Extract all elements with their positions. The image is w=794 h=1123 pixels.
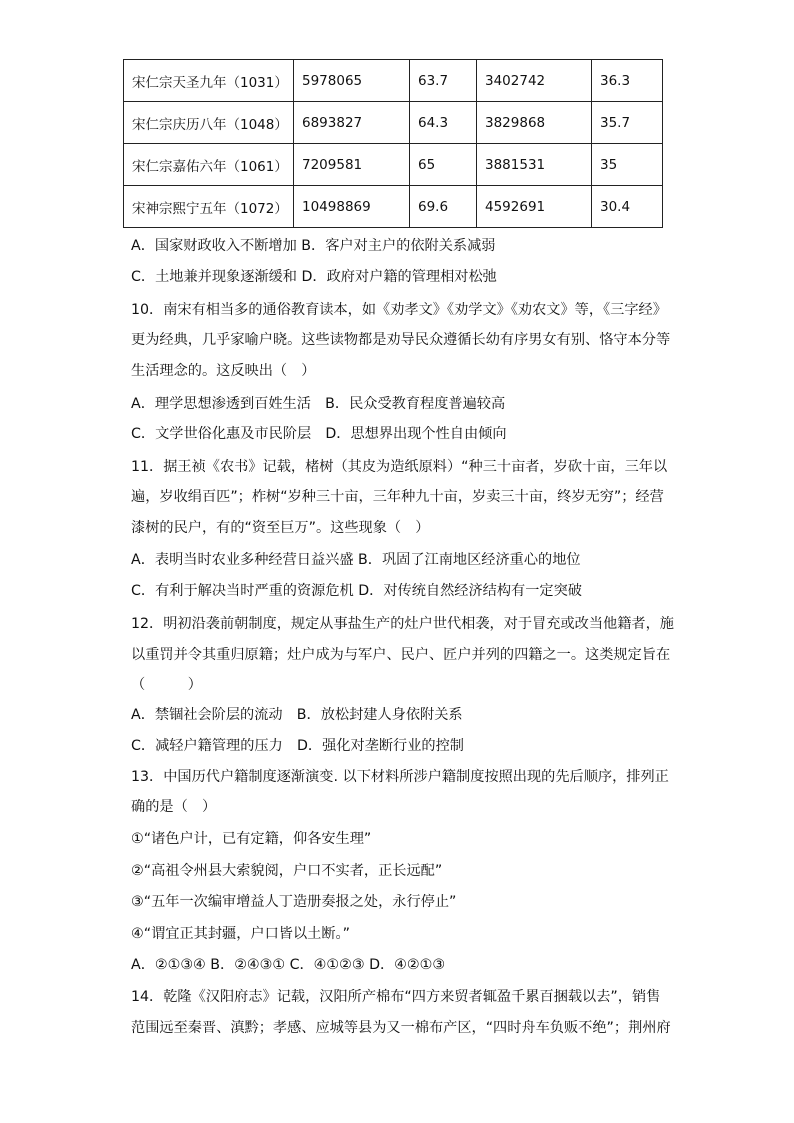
table-cell: 宋仁宗嘉佑六年（1061） bbox=[124, 144, 294, 186]
answer-options: C．有利于解决当时严重的资源危机 D．对传统自然经济结构有一定突破 bbox=[131, 583, 582, 599]
text-line: 生活理念的。这反映出（ ） bbox=[131, 363, 316, 379]
table-cell: 宋仁宗天圣九年（1031） bbox=[124, 60, 294, 102]
answer-options: A．表明当时农业多种经营日益兴盛 B．巩固了江南地区经济重心的地位 bbox=[131, 552, 581, 568]
table-cell: 6893827 bbox=[294, 102, 410, 144]
answer-options: A．②①③④ B．②④③① C．④①②③ D．④②①③ bbox=[131, 957, 446, 973]
table-cell: 3881531 bbox=[477, 144, 592, 186]
material-quote: ①“诸色户计，已有定籍，仰各安生理” bbox=[131, 831, 372, 847]
answer-options: A．禁锢社会阶层的流动 B．放松封建人身依附关系 bbox=[131, 707, 463, 723]
text-line: 范围远至秦晋、滇黔；孝感、应城等县为又一棉布产区，“四时舟车负贩不绝”；荆州府 bbox=[131, 1020, 671, 1036]
text-line: （ ） bbox=[131, 677, 202, 693]
table-cell: 36.3 bbox=[592, 60, 663, 102]
text-line: 遍，岁收绢百匹”；柞树“岁种三十亩，三年种九十亩，岁卖三十亩，终岁无穷”；经营 bbox=[131, 489, 664, 505]
material-quote: ②“高祖令州县大索貌阅，户口不实者，正长远配” bbox=[131, 863, 443, 879]
table-cell: 30.4 bbox=[592, 186, 663, 228]
table-row bbox=[124, 144, 663, 186]
table-cell: 7209581 bbox=[294, 144, 410, 186]
table-cell: 宋仁宗庆历八年（1048） bbox=[124, 102, 294, 144]
answer-options: C．减轻户籍管理的压力 D．强化对垄断行业的控制 bbox=[131, 738, 464, 754]
table-cell: 10498869 bbox=[294, 186, 410, 228]
answer-options: A．理学思想渗透到百姓生活 B．民众受教育程度普遍较高 bbox=[131, 396, 506, 412]
household-statistics-table bbox=[123, 59, 663, 228]
material-quote: ③“五年一次编审增益人丁造册奏报之处，永行停止” bbox=[131, 894, 457, 910]
table-row bbox=[124, 186, 663, 228]
text-line: 确的是（ ） bbox=[131, 799, 217, 815]
question-text: 10．南宋有相当多的通俗教育读本，如《劝孝文》《劝学文》《劝农文》等，《三字经》 bbox=[131, 302, 667, 318]
table-cell: 64.3 bbox=[410, 102, 477, 144]
table-cell: 35 bbox=[592, 144, 663, 186]
answer-options: A．国家财政收入不断增加 B．客户对主户的依附关系减弱 bbox=[131, 238, 496, 254]
table-cell: 3829868 bbox=[477, 102, 592, 144]
text-line: 漆树的民户，有的“资至巨万”。这些现象（ ） bbox=[131, 520, 430, 536]
text-line: 以重罚并令其重归原籍；灶户成为与军户、民户、匠户并列的四籍之一。这类规定旨在 bbox=[131, 647, 671, 663]
material-quote: ④“谓宜正其封疆，户口皆以土断。” bbox=[131, 926, 350, 942]
table-cell: 5978065 bbox=[294, 60, 410, 102]
question-text: 11．据王祯《农书》记载，楮树（其皮为造纸原料）“种三十亩者，岁砍十亩，三年以 bbox=[131, 459, 668, 475]
table-cell: 65 bbox=[410, 144, 477, 186]
table-cell: 宋神宗熙宁五年（1072） bbox=[124, 186, 294, 228]
table-cell: 3402742 bbox=[477, 60, 592, 102]
table-row bbox=[124, 102, 663, 144]
table-cell: 69.6 bbox=[410, 186, 477, 228]
table-cell: 4592691 bbox=[477, 186, 592, 228]
table-row bbox=[124, 60, 663, 102]
table-cell: 35.7 bbox=[592, 102, 663, 144]
answer-options: C．土地兼并现象逐渐缓和 D．政府对户籍的管理相对松弛 bbox=[131, 269, 497, 285]
text-line: 更为经典，几乎家喻户晓。这些读物都是劝导民众遵循长幼有序男女有别、恪守本分等 bbox=[131, 332, 671, 348]
question-text: 14．乾隆《汉阳府志》记载，汉阳所产棉布“四方来贸者辄盈千累百捆载以去”，销售 bbox=[131, 989, 661, 1005]
answer-options: C．文学世俗化惠及市民阶层 D．思想界出现个性自由倾向 bbox=[131, 426, 507, 442]
table-cell: 63.7 bbox=[410, 60, 477, 102]
question-text: 12．明初沿袭前朝制度，规定从事盐生产的灶户世代相袭，对于冒充或改当他籍者，施 bbox=[131, 616, 674, 632]
question-text: 13．中国历代户籍制度逐渐演变. 以下材料所涉户籍制度按照出现的先后顺序，排列正 bbox=[131, 769, 669, 785]
